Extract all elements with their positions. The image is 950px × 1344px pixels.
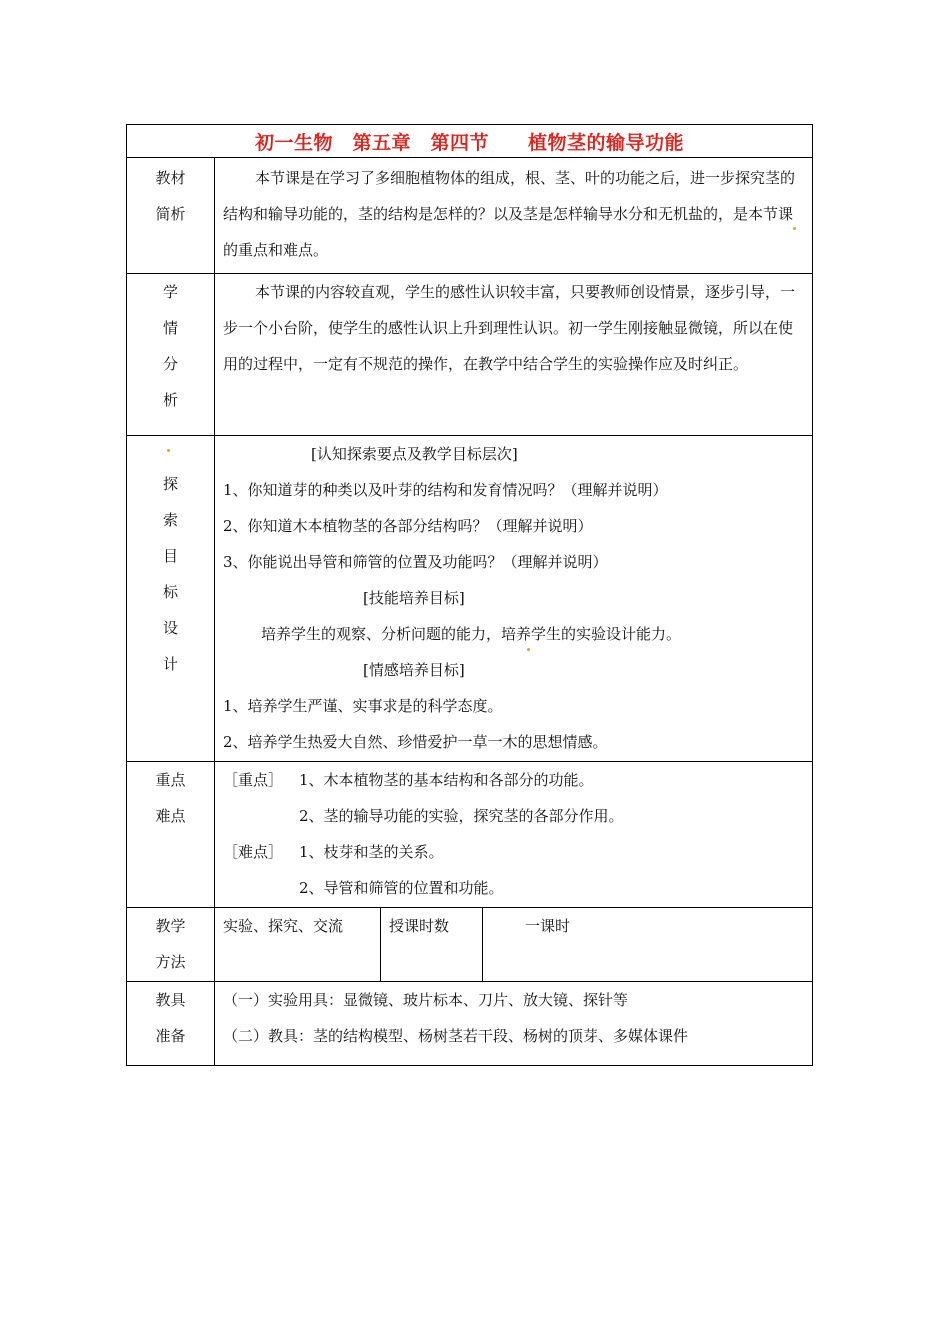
row-student-analysis: [127, 273, 812, 435]
cognitive-item: 2、你知道木本植物茎的各部分结构吗？（理解并说明）: [223, 517, 593, 535]
skill-heading: [技能培养目标]: [363, 589, 465, 607]
lesson-plan-table: [126, 124, 813, 1066]
title-row: [127, 125, 812, 157]
difficulty-item: 1、枝芽和茎的关系。: [299, 843, 444, 861]
tools-item: （二）教具：茎的结构模型、杨树茎若干段、杨树的顶芽、多媒体课件: [223, 1027, 689, 1045]
key-item: 2、茎的输导功能的实验，探究茎的各部分作用。: [299, 807, 624, 825]
page-title: 初一生物 第五章 第四节 植物茎的输导功能: [254, 131, 684, 154]
label-goal-design: 探 索 目 标 设 计: [127, 436, 215, 761]
key-difficult-content: [215, 762, 812, 907]
row-teaching-method: [127, 907, 812, 981]
goal-design-content: [215, 436, 812, 761]
tools-content: [215, 982, 812, 1065]
difficulty-line: [223, 834, 804, 870]
cognitive-item: 3、你能说出导管和筛管的位置及功能吗？（理解并说明）: [223, 553, 608, 571]
skill-text: 培养学生的观察、分析问题的能力，培养学生的实验设计能力。: [261, 625, 682, 643]
cognitive-heading: [认知探索要点及教学目标层次]: [311, 445, 518, 463]
emotion-item: 2、培养学生热爱大自然、珍惜爱护一草一木的思想情感。: [223, 733, 608, 751]
method-grid: [215, 908, 812, 981]
cognitive-item: 1、你知道芽的种类以及叶芽的结构和发育情况吗？（理解并说明）: [223, 481, 668, 499]
key-point-line: [223, 762, 804, 798]
label-student-analysis: 学 情 分 析: [127, 274, 215, 435]
hours-label: 授课时数: [381, 908, 483, 981]
label-textbook-analysis: 教材 简析: [127, 158, 215, 273]
key-tag: ［重点］: [223, 771, 284, 789]
row-key-difficult: [127, 761, 812, 907]
label-teaching-method: 教学 方法: [127, 908, 215, 981]
difficulty-tag: ［难点］: [223, 843, 284, 861]
difficulty-item: 2、导管和筛管的位置和功能。: [299, 879, 504, 897]
key-item: 1、木本植物茎的基本结构和各部分的功能。: [299, 771, 594, 789]
ink-speck: [527, 648, 530, 651]
row-goal-design: [127, 435, 812, 761]
emotion-heading: [情感培养目标]: [363, 661, 465, 679]
tools-item: （一）实验用具：显微镜、玻片标本、刀片、放大镜、探针等: [223, 991, 629, 1009]
method-value: 实验、探究、交流: [215, 908, 381, 981]
student-analysis-text: 本节课的内容较直观，学生的感性认识较丰富，只要教师创设情景，逐步引导，一步一个小台阶，使学生的感性认识上升到理性认识。初一学生刚接触显微镜，所以在使用的过程中，一定有不规范的操作，在教学中结合学生的实验操作应及时纠正。: [223, 283, 796, 373]
label-tools: 教具 准备: [127, 982, 215, 1065]
row-textbook-analysis: [127, 157, 812, 273]
row-tools: [127, 981, 812, 1065]
ink-speck: [167, 449, 170, 452]
textbook-analysis-text: 本节课是在学习了多细胞植物体的组成，根、茎、叶的功能之后，进一步探究茎的结构和输导功能的，茎的结构是怎样的？以及茎是怎样输导水分和无机盐的，是本节课的重点和难点。: [223, 169, 796, 259]
hours-value: 一课时: [525, 917, 571, 935]
ink-speck: [793, 227, 796, 230]
label-key-difficult: 重点 难点: [127, 762, 215, 907]
emotion-item: 1、培养学生严谨、实事求是的科学态度。: [223, 697, 503, 715]
